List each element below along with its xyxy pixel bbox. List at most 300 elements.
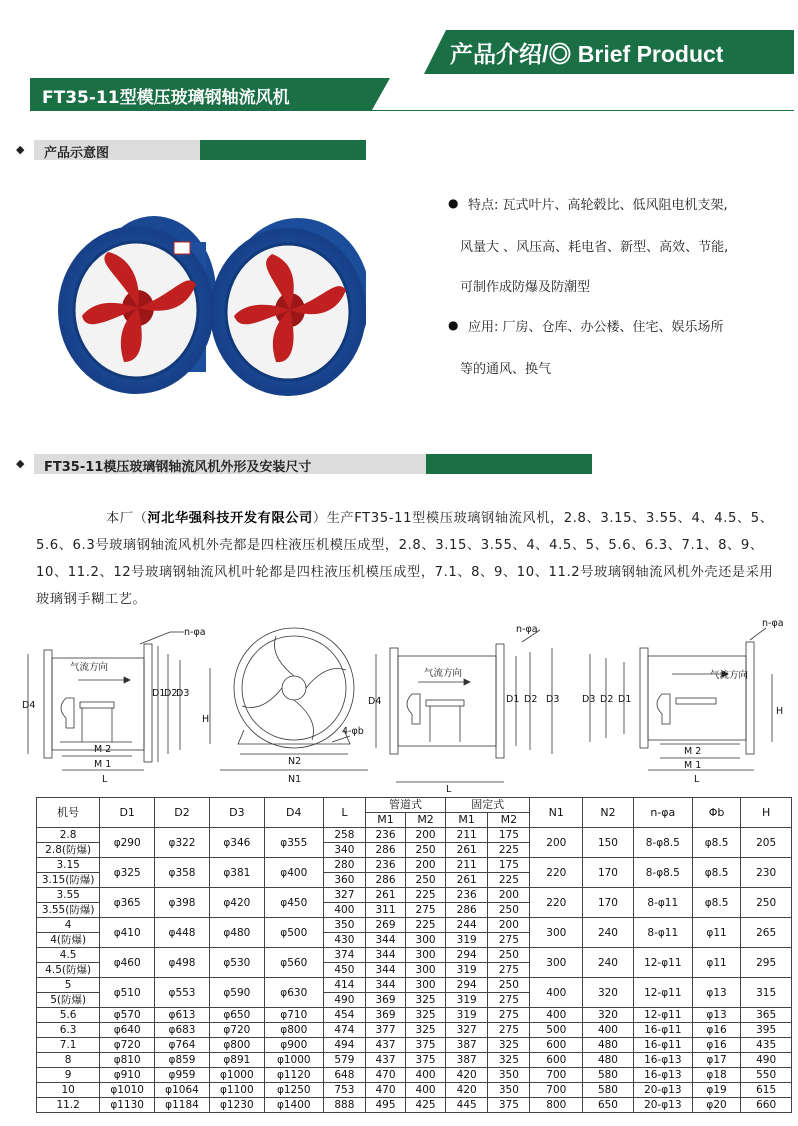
table-cell: φ13 [692, 978, 741, 1008]
table-cell: 175 [488, 858, 530, 873]
table-row [37, 858, 792, 873]
table-row [37, 1068, 792, 1083]
table-cell: 325 [488, 1038, 530, 1053]
table-cell: 240 [583, 948, 634, 978]
table-cell: 225 [488, 873, 530, 888]
table-cell: 325 [406, 1023, 446, 1038]
holes-b-label: 4-φb [342, 726, 364, 737]
table-cell: 344 [365, 963, 405, 978]
table-cell: 500 [530, 1023, 583, 1038]
header-H: H [741, 798, 792, 828]
table-cell: 175 [488, 828, 530, 843]
table-cell: 286 [365, 873, 405, 888]
table-cell: 261 [365, 888, 405, 903]
table-cell: 400 [406, 1083, 446, 1098]
table-cell: 327 [323, 888, 365, 903]
table-cell: 225 [488, 843, 530, 858]
table-cell: φ8.5 [692, 828, 741, 858]
table-cell: φ891 [209, 1053, 264, 1068]
table-cell: 369 [365, 1008, 405, 1023]
table-cell: 350 [488, 1068, 530, 1083]
header-D2: D2 [155, 798, 210, 828]
airflow-label-1: 气流方向 [70, 662, 109, 673]
table-cell: 350 [323, 918, 365, 933]
dim-L-3: L [694, 774, 700, 785]
table-cell: φ17 [692, 1053, 741, 1068]
table-cell: 300 [406, 963, 446, 978]
fan-product-image [36, 212, 366, 402]
table-cell: 8-φ8.5 [633, 858, 692, 888]
dim-M1-2: M 1 [684, 760, 702, 771]
table-cell: φ460 [100, 948, 155, 978]
dim-D1-3: D1 [618, 694, 632, 705]
dim-M2: M 2 [94, 744, 112, 755]
table-cell: 275 [488, 993, 530, 1008]
spec-table-body [37, 828, 792, 1113]
bullet-icon: ● [448, 318, 459, 332]
feature-line-5: 等的通风、换气 [460, 362, 552, 377]
table-row [37, 1038, 792, 1053]
table-cell: φ630 [264, 978, 323, 1008]
table-cell: 3.55(防爆) [37, 903, 100, 918]
table-cell: 344 [365, 948, 405, 963]
header-fixed-M1: M1 [446, 813, 488, 828]
table-cell: 236 [365, 828, 405, 843]
table-cell: 660 [741, 1098, 792, 1113]
section-title-dimensions: FT35-11模压玻璃钢轴流风机外形及安装尺寸 [44, 460, 312, 475]
table-cell: 150 [583, 828, 634, 858]
table-cell: φ11 [692, 918, 741, 948]
table-row [37, 828, 792, 843]
table-cell: 9 [37, 1068, 100, 1083]
holes-a-label-3: n-φa [762, 618, 784, 629]
table-row [37, 1008, 792, 1023]
table-cell: 311 [365, 903, 405, 918]
table-cell: 225 [406, 918, 446, 933]
table-cell: 230 [741, 858, 792, 888]
table-cell: 325 [406, 993, 446, 1008]
table-row [37, 978, 792, 993]
table-cell: 375 [406, 1038, 446, 1053]
dim-L: L [102, 774, 108, 785]
side-view-duct-long [376, 630, 552, 782]
table-cell: 5.6 [37, 1008, 100, 1023]
table-cell: 4(防爆) [37, 933, 100, 948]
table-cell: φ1400 [264, 1098, 323, 1113]
table-cell: 275 [488, 933, 530, 948]
airflow-label-3: 气流方向 [710, 670, 749, 681]
intro-paragraph [36, 505, 776, 613]
table-cell: 387 [446, 1053, 488, 1068]
table-cell: 445 [446, 1098, 488, 1113]
table-cell: 20-φ13 [633, 1098, 692, 1113]
feature-line-4: 应用: 厂房、仓库、办公楼、住宅、娱乐场所 [468, 320, 724, 335]
table-cell: 400 [323, 903, 365, 918]
table-cell: 888 [323, 1098, 365, 1113]
company-name: 河北华强科技开发有限公司 [147, 511, 313, 526]
table-cell: φ650 [209, 1008, 264, 1023]
header-b: Φb [692, 798, 741, 828]
table-cell: φ480 [209, 918, 264, 948]
holes-a-label-2: n-φa [516, 624, 538, 635]
table-cell: 300 [530, 948, 583, 978]
header-N2: N2 [583, 798, 634, 828]
table-cell: φ18 [692, 1068, 741, 1083]
dim-D3-2: D3 [546, 694, 560, 705]
table-cell: φ1000 [264, 1053, 323, 1068]
table-cell: 454 [323, 1008, 365, 1023]
diamond-bullet-icon: ◆ [16, 457, 25, 470]
table-cell: 700 [530, 1068, 583, 1083]
table-cell: φ560 [264, 948, 323, 978]
table-cell: 400 [406, 1068, 446, 1083]
dim-H-2: H [776, 706, 784, 717]
table-cell: φ1250 [264, 1083, 323, 1098]
dim-N2: N2 [288, 756, 302, 767]
table-cell: 275 [488, 1008, 530, 1023]
table-cell: 474 [323, 1023, 365, 1038]
table-cell: φ553 [155, 978, 210, 1008]
table-cell: φ720 [209, 1023, 264, 1038]
table-cell: 420 [446, 1083, 488, 1098]
front-view [210, 628, 368, 770]
table-cell: φ710 [264, 1008, 323, 1023]
table-cell: 10 [37, 1083, 100, 1098]
table-cell: 395 [741, 1023, 792, 1038]
table-row [37, 1053, 792, 1068]
intro-prefix: 本厂（ [106, 511, 148, 526]
table-cell: 300 [406, 978, 446, 993]
fan-left-image [58, 216, 216, 394]
table-cell: 580 [583, 1083, 634, 1098]
dim-N1: N1 [288, 774, 302, 785]
section-bar-green [200, 140, 366, 160]
holes-a-label: n-φa [184, 627, 206, 638]
dim-D4: D4 [22, 700, 36, 711]
table-cell: 5 [37, 978, 100, 993]
table-cell: 325 [488, 1053, 530, 1068]
table-cell: 414 [323, 978, 365, 993]
table-cell: 327 [446, 1023, 488, 1038]
header-D1: D1 [100, 798, 155, 828]
table-cell: φ8.5 [692, 888, 741, 918]
table-cell: 295 [741, 948, 792, 978]
table-cell: 300 [530, 918, 583, 948]
table-cell: 550 [741, 1068, 792, 1083]
table-cell: 265 [741, 918, 792, 948]
header-duct: 管道式 [365, 798, 445, 813]
table-cell: φ800 [209, 1038, 264, 1053]
table-cell: 20-φ13 [633, 1083, 692, 1098]
table-cell: φ448 [155, 918, 210, 948]
table-cell: φ498 [155, 948, 210, 978]
table-cell: 435 [741, 1038, 792, 1053]
feature-line-3: 可制作成防爆及防潮型 [460, 280, 591, 295]
table-cell: 2.8 [37, 828, 100, 843]
table-cell: 261 [446, 873, 488, 888]
table-cell: 11.2 [37, 1098, 100, 1113]
table-cell: 350 [488, 1083, 530, 1098]
table-cell: 8-φ8.5 [633, 828, 692, 858]
table-cell: 325 [406, 1008, 446, 1023]
table-cell: φ8.5 [692, 858, 741, 888]
table-cell: 294 [446, 978, 488, 993]
table-cell: 319 [446, 933, 488, 948]
table-cell: φ900 [264, 1038, 323, 1053]
section-title-product-image: 产品示意图 [44, 146, 110, 161]
table-cell: φ810 [100, 1053, 155, 1068]
brief-product-label: 产品介绍/◎ Brief Product [450, 41, 724, 67]
dim-D3: D3 [176, 688, 190, 699]
table-cell: 16-φ11 [633, 1038, 692, 1053]
table-row [37, 918, 792, 933]
header-N1: N1 [530, 798, 583, 828]
table-cell: 753 [323, 1083, 365, 1098]
table-cell: 250 [488, 948, 530, 963]
table-cell: 200 [530, 828, 583, 858]
header-fixed: 固定式 [446, 798, 530, 813]
table-cell: 250 [406, 873, 446, 888]
table-cell: 170 [583, 858, 634, 888]
table-cell: φ11 [692, 948, 741, 978]
table-cell: 12-φ11 [633, 978, 692, 1008]
table-cell: 480 [583, 1038, 634, 1053]
table-cell: 700 [530, 1083, 583, 1098]
table-cell: φ910 [100, 1068, 155, 1083]
table-cell: 244 [446, 918, 488, 933]
table-cell: φ400 [264, 858, 323, 888]
table-cell: 12-φ11 [633, 948, 692, 978]
table-cell: 16-φ13 [633, 1053, 692, 1068]
table-cell: φ800 [264, 1023, 323, 1038]
header-na: n-φa [633, 798, 692, 828]
table-cell: 4.5 [37, 948, 100, 963]
table-cell: φ1130 [100, 1098, 155, 1113]
table-cell: φ1184 [155, 1098, 210, 1113]
table-cell: 200 [488, 918, 530, 933]
table-cell: 236 [365, 858, 405, 873]
table-cell: 200 [406, 858, 446, 873]
header-D4: D4 [264, 798, 323, 828]
table-cell: 240 [583, 918, 634, 948]
table-cell: 580 [583, 1068, 634, 1083]
table-row [37, 1023, 792, 1038]
bullet-icon: ● [448, 196, 459, 210]
table-cell: φ410 [100, 918, 155, 948]
table-cell: 470 [365, 1068, 405, 1083]
table-cell: 387 [446, 1038, 488, 1053]
header-D3: D3 [209, 798, 264, 828]
header-L: L [323, 798, 365, 828]
table-cell: 205 [741, 828, 792, 858]
table-cell: 211 [446, 858, 488, 873]
table-cell: 375 [406, 1053, 446, 1068]
table-cell: φ398 [155, 888, 210, 918]
table-cell: φ365 [100, 888, 155, 918]
table-cell: 800 [530, 1098, 583, 1113]
table-cell: 250 [406, 843, 446, 858]
table-cell: φ1120 [264, 1068, 323, 1083]
table-cell: 319 [446, 963, 488, 978]
table-cell: 8 [37, 1053, 100, 1068]
table-row [37, 1083, 792, 1098]
table-cell: 490 [323, 993, 365, 1008]
table-cell: φ358 [155, 858, 210, 888]
table-cell: 8-φ11 [633, 918, 692, 948]
table-cell: 600 [530, 1053, 583, 1068]
table-cell: 170 [583, 888, 634, 918]
header-duct-M1: M1 [365, 813, 405, 828]
table-cell: 374 [323, 948, 365, 963]
dim-H: H [202, 714, 210, 725]
table-cell: 16-φ11 [633, 1023, 692, 1038]
table-cell: 2.8(防爆) [37, 843, 100, 858]
table-cell: 579 [323, 1053, 365, 1068]
table-cell: 495 [365, 1098, 405, 1113]
table-cell: 211 [446, 828, 488, 843]
table-cell: 250 [741, 888, 792, 918]
table-cell: φ20 [692, 1098, 741, 1113]
table-cell: φ570 [100, 1008, 155, 1023]
dim-M1: M 1 [94, 759, 112, 770]
table-cell: 344 [365, 933, 405, 948]
table-cell: 315 [741, 978, 792, 1008]
table-cell: 200 [406, 828, 446, 843]
table-cell: 450 [323, 963, 365, 978]
dim-M2-2: M 2 [684, 746, 702, 757]
table-cell: φ19 [692, 1083, 741, 1098]
table-row [37, 888, 792, 903]
airflow-label-2: 气流方向 [424, 668, 463, 679]
table-cell: 615 [741, 1083, 792, 1098]
table-cell: 275 [488, 1023, 530, 1038]
table-cell: 470 [365, 1083, 405, 1098]
intro-body: ）生产FT35-11型模压玻璃钢轴流风机，2.8、3.15、3.55、4、4.5、5、5.6、6.3号玻璃钢轴流风机外壳都是四柱液压机模压成型，2.8、3.15、3.55、4、4.5、5、5.6、6.3、7.1、8、9、10、11.2、12号玻璃钢轴流风机叶轮都是四柱液压机模压成型，7.1、8、9、10、11.2号玻璃钢轴流风机外壳还是采用玻璃钢手糊工艺。 [36, 511, 774, 607]
table-cell: 8-φ11 [633, 888, 692, 918]
table-cell: φ590 [209, 978, 264, 1008]
table-row [37, 1098, 792, 1113]
table-cell: φ450 [264, 888, 323, 918]
table-cell: 12-φ11 [633, 1008, 692, 1023]
feature-line-2: 风量大 、风压高、耗电省、新型、高效、节能, [460, 240, 729, 255]
table-cell: φ325 [100, 858, 155, 888]
table-cell: 648 [323, 1068, 365, 1083]
table-cell: φ1230 [209, 1098, 264, 1113]
table-cell: 430 [323, 933, 365, 948]
table-cell: φ859 [155, 1053, 210, 1068]
table-cell: 437 [365, 1053, 405, 1068]
table-cell: 400 [583, 1023, 634, 1038]
table-cell: 275 [488, 963, 530, 978]
table-cell: φ500 [264, 918, 323, 948]
table-cell: 319 [446, 993, 488, 1008]
table-cell: 286 [365, 843, 405, 858]
table-cell: 294 [446, 948, 488, 963]
table-cell: 269 [365, 918, 405, 933]
table-cell: 400 [530, 1008, 583, 1023]
table-cell: 4.5(防爆) [37, 963, 100, 978]
table-cell: 275 [406, 903, 446, 918]
table-cell: φ640 [100, 1023, 155, 1038]
table-cell: 5(防爆) [37, 993, 100, 1008]
dim-D4-2: D4 [368, 696, 382, 707]
table-cell: 480 [583, 1053, 634, 1068]
table-cell: 6.3 [37, 1023, 100, 1038]
table-cell: φ683 [155, 1023, 210, 1038]
table-cell: 7.1 [37, 1038, 100, 1053]
table-cell: 250 [488, 903, 530, 918]
table-cell: 437 [365, 1038, 405, 1053]
table-cell: φ13 [692, 1008, 741, 1023]
table-cell: φ613 [155, 1008, 210, 1023]
table-cell: 16-φ13 [633, 1068, 692, 1083]
table-cell: φ764 [155, 1038, 210, 1053]
table-cell: φ530 [209, 948, 264, 978]
table-cell: 200 [488, 888, 530, 903]
table-cell: 250 [488, 978, 530, 993]
dim-D1-2: D1 [506, 694, 520, 705]
table-cell: 300 [406, 933, 446, 948]
header-divider [30, 110, 794, 111]
dim-L-2: L [446, 784, 452, 794]
table-cell: φ290 [100, 828, 155, 858]
dim-D2-3: D2 [600, 694, 614, 705]
table-cell: 220 [530, 858, 583, 888]
table-cell: φ420 [209, 888, 264, 918]
table-cell: φ16 [692, 1038, 741, 1053]
header-model: 机号 [37, 798, 100, 828]
table-cell: 320 [583, 978, 634, 1008]
table-cell: 494 [323, 1038, 365, 1053]
section-bar-green [426, 454, 592, 474]
table-cell: 4 [37, 918, 100, 933]
table-cell: φ720 [100, 1038, 155, 1053]
table-cell: φ1010 [100, 1083, 155, 1098]
table-cell: 225 [406, 888, 446, 903]
table-cell: φ16 [692, 1023, 741, 1038]
header-fixed-M2: M2 [488, 813, 530, 828]
table-cell: 369 [365, 993, 405, 1008]
table-cell: φ346 [209, 828, 264, 858]
spec-table [36, 797, 792, 1113]
table-cell: 3.55 [37, 888, 100, 903]
table-cell: 300 [406, 948, 446, 963]
table-cell: 340 [323, 843, 365, 858]
dim-D1: D1 [152, 688, 166, 699]
fan-right-image [210, 218, 366, 396]
table-cell: φ510 [100, 978, 155, 1008]
table-cell: 286 [446, 903, 488, 918]
table-cell: 261 [446, 843, 488, 858]
table-cell: 375 [488, 1098, 530, 1113]
table-row [37, 948, 792, 963]
table-cell: 280 [323, 858, 365, 873]
table-cell: 420 [446, 1068, 488, 1083]
product-title: FT35-11型模压玻璃钢轴流风机 [42, 88, 290, 108]
table-cell: 220 [530, 888, 583, 918]
dim-D2: D2 [164, 688, 178, 699]
table-cell: φ959 [155, 1068, 210, 1083]
table-cell: φ322 [155, 828, 210, 858]
table-cell: 360 [323, 873, 365, 888]
table-cell: 320 [583, 1008, 634, 1023]
diamond-bullet-icon: ◆ [16, 143, 25, 156]
table-cell: φ355 [264, 828, 323, 858]
table-cell: φ1000 [209, 1068, 264, 1083]
table-cell: 490 [741, 1053, 792, 1068]
table-cell: 344 [365, 978, 405, 993]
dim-D3-3: D3 [582, 694, 596, 705]
